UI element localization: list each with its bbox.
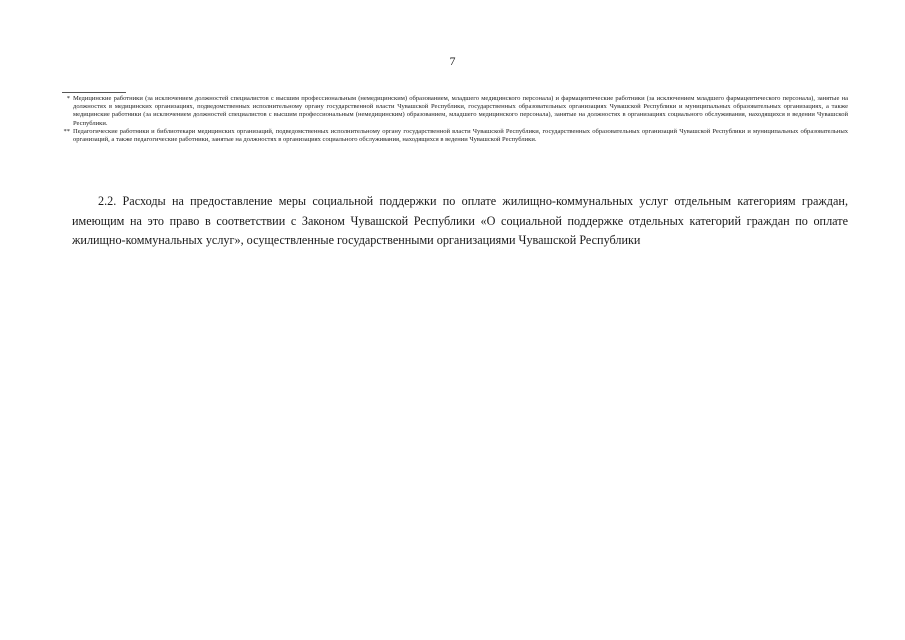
- section-paragraph: 2.2. Расходы на предоставление меры социальной поддержки по оплате жилищно-коммунальных услуг отдельным категориям граждан, имеющим на это право в соответствии с Законом Чувашской Республики «О социальной поддержке отдельных категорий граждан по оплате жилищно-коммунальных услуг», осуществленные государственными организациями Чувашской Республики: [72, 194, 848, 247]
- footnote-text: Медицинские работники (за исключением должностей специалистов с высшим профессиональным (немедицинским) образованием, младшего медицинского персонала) и фармацевтические работники (за исключением младшего фармацевтического персонала), занятые на должностях в медицинских организациях, подведомственных исполнительному органу государственной власти Чувашской Республики, государственных образовательных организациях Чувашской Республики и муниципальных образовательных организациях, а также медицинские работники (за исключением должностей специалистов с высшим профессиональным (немедицинским) образованием, младшего медицинского персонала), занятые на должностях в организациях социального обслуживания, находящихся в ведении Чувашской Республики.: [73, 95, 848, 127]
- footnotes: [60, 95, 848, 144]
- footnote-text: Педагогические работники и библиотекари медицинских организаций, подведомственных исполнительному органу государственной власти Чувашской Республики, государственных образовательных организаций Чувашской Республики и муниципальных образовательных организаций, а также педагогические работники, занятые на должностях в организациях социального обслуживания, находящихся в ведении Чувашской Республики.: [73, 127, 848, 144]
- footnote-mark: **: [63, 127, 70, 135]
- footnote-item: [60, 95, 848, 128]
- footnote-separator: [62, 92, 126, 93]
- page-number: 7: [449, 54, 456, 68]
- footnote-item: [60, 128, 848, 144]
- footnote-mark: *: [66, 95, 70, 102]
